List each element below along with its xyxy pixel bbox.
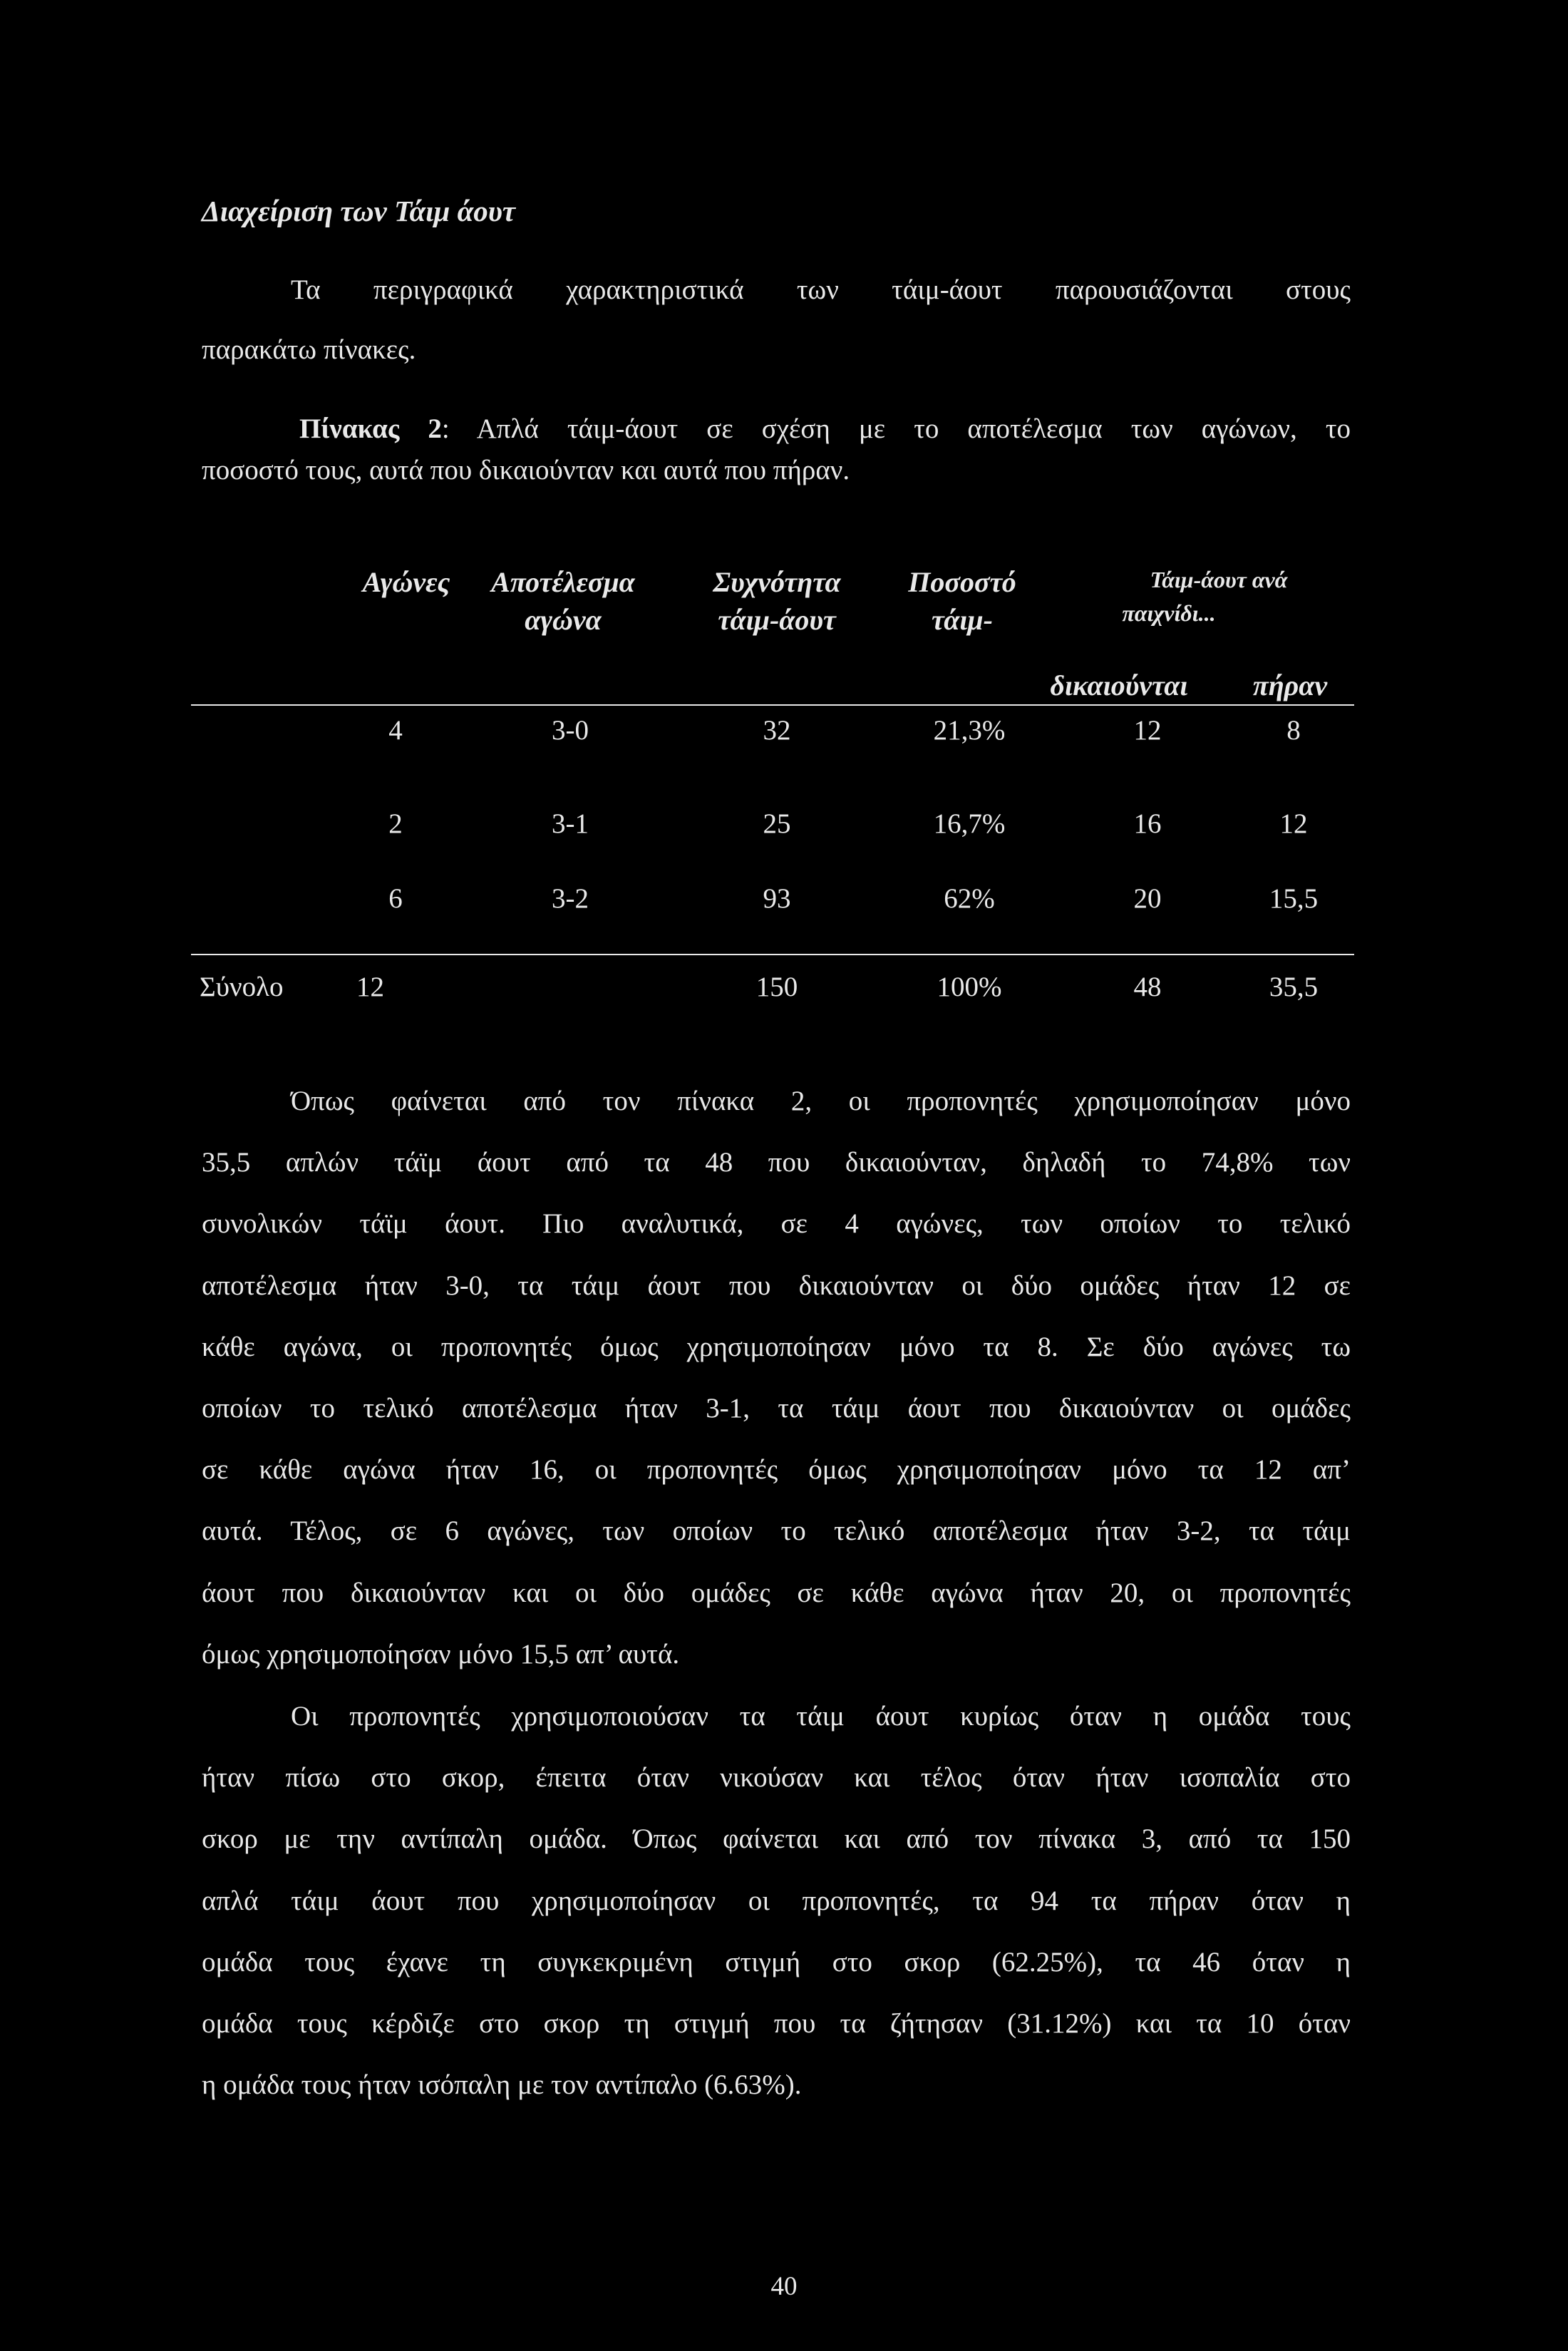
cell-entitled: 20	[1133, 883, 1162, 914]
paragraph-line: η ομάδα τους ήταν ισόπαλη με τον αντίπαλο (6.63%).	[202, 2069, 802, 2100]
cell-entitled: 12	[1133, 715, 1162, 746]
header-percentage-2: τάιμ-	[932, 604, 993, 636]
cell-entitled: 16	[1133, 808, 1162, 839]
cell-result: 3-1	[552, 808, 589, 839]
total-percentage: 100%	[937, 972, 1002, 1002]
cell-taken: 8	[1286, 715, 1301, 746]
paragraph-line: ομάδα τους έχανε τη συγκεκριμένη στιγμή στο σκορ (62.25%), τα 46 όταν η	[202, 1947, 1351, 1977]
cell-frequency: 93	[763, 883, 791, 914]
cell-frequency: 25	[763, 808, 791, 839]
table-caption-line-2: ποσοστό τους, αυτά που δικαιούνταν και αυτά που πήραν.	[202, 455, 850, 485]
cell-result: 3-2	[552, 883, 589, 914]
header-per-game-2: παιχνίδι...	[1122, 600, 1216, 626]
paragraph-line: σε κάθε αγώνα ήταν 16, οι προπονητές όμως χρησιμοποίησαν μόνο τα 12 απ’	[202, 1454, 1351, 1485]
header-frequency-1: Συχνότητα	[713, 566, 841, 598]
header-games: Αγώνες	[362, 566, 450, 598]
total-label: Σύνολο	[200, 972, 284, 1002]
paragraph-line: όμως χρησιμοποίησαν μόνο 15,5 απ’ αυτά.	[202, 1639, 680, 1670]
section-heading: Διαχείριση των Τάιμ άουτ	[202, 195, 516, 227]
table-caption-text: : Απλά τάιμ-άουτ σε σχέση με το αποτέλεσμα των αγώνων, το	[441, 413, 1351, 444]
cell-percentage: 62%	[944, 883, 995, 914]
paragraph-line: ήταν πίσω στο σκορ, έπειτα όταν νικούσαν και τέλος όταν ήταν ισοπαλία στο	[202, 1762, 1351, 1793]
cell-frequency: 32	[763, 715, 791, 746]
paragraph-line: οποίων το τελικό αποτέλεσμα ήταν 3-1, τα τάιμ άουτ που δικαιούνταν οι ομάδες	[202, 1393, 1351, 1424]
cell-percentage: 21,3%	[933, 715, 1006, 746]
paragraph-line: 35,5 απλών τάϊμ άουτ από τα 48 που δικαιούνταν, δηλαδή το 74,8% των	[202, 1147, 1351, 1178]
paragraph-line: άουτ που δικαιούνταν και οι δύο ομάδες σε κάθε αγώνα ήταν 20, οι προπονητές	[202, 1578, 1351, 1608]
total-taken: 35,5	[1269, 972, 1319, 1002]
cell-games: 6	[388, 883, 403, 914]
header-taken: πήραν	[1252, 669, 1328, 701]
cell-percentage: 16,7%	[933, 808, 1006, 839]
body-paragraph-2	[202, 1700, 1351, 2128]
intro-line-1: Τα περιγραφικά χαρακτηριστικά των τάιμ-άουτ παρουσιάζονται στους	[291, 274, 1351, 305]
page-number: 40	[770, 2272, 798, 2301]
cell-result: 3-0	[552, 715, 589, 746]
header-result-1: Αποτέλεσμα	[491, 566, 635, 598]
header-percentage-1: Ποσοστό	[908, 566, 1016, 598]
paragraph-line: συνολικών τάϊμ άουτ. Πιο αναλυτικά, σε 4 αγώνες, των οποίων το τελικό	[202, 1208, 1351, 1239]
header-entitled: δικαιούνται	[1050, 669, 1188, 701]
total-games: 12	[356, 972, 384, 1002]
header-per-game-1: Τάιμ-άουτ ανά	[1150, 567, 1288, 592]
paragraph-line: απλά τάιμ άουτ που χρησιμοποίησαν οι προπονητές, τα 94 τα πήραν όταν η	[202, 1886, 1351, 1916]
total-entitled: 48	[1133, 972, 1162, 1002]
header-result-2: αγώνα	[525, 604, 602, 636]
header-frequency-2: τάιμ-άουτ	[718, 604, 836, 636]
table-header-rule	[191, 704, 1354, 706]
paragraph-line: ομάδα τους κέρδιζε στο σκορ τη στιγμή που τα ζήτησαν (31.12%) και τα 10 όταν	[202, 2008, 1351, 2039]
paragraph-line: αποτέλεσμα ήταν 3-0, τα τάιμ άουτ που δικαιούνταν οι δύο ομάδες ήταν 12 σε	[202, 1270, 1351, 1301]
table-caption-label: Πίνακας 2	[299, 413, 442, 444]
paragraph-line: Όπως φαίνεται από τον πίνακα 2, οι προπονητές χρησιμοποίησαν μόνο	[291, 1086, 1351, 1116]
paragraph-line: αυτά. Τέλος, σε 6 αγώνες, των οποίων το τελικό αποτέλεσμα ήταν 3-2, τα τάιμ	[202, 1516, 1351, 1546]
table-caption-line-1	[299, 413, 1351, 445]
total-frequency: 150	[755, 972, 798, 1002]
paragraph-line: κάθε αγώνα, οι προπονητές όμως χρησιμοποίησαν μόνο τα 8. Σε δύο αγώνες τω	[202, 1332, 1351, 1362]
intro-line-2: παρακάτω πίνακες.	[202, 334, 416, 365]
cell-games: 4	[388, 715, 403, 746]
cell-taken: 12	[1279, 808, 1308, 839]
body-paragraph-1	[202, 1085, 1351, 1670]
paragraph-line: Οι προπονητές χρησιμοποιούσαν τα τάιμ άουτ κυρίως όταν η ομάδα τους	[291, 1701, 1351, 1732]
table-total-rule	[191, 954, 1354, 955]
cell-taken: 15,5	[1269, 883, 1319, 914]
paragraph-line: σκορ με την αντίπαλη ομάδα. Όπως φαίνεται και από τον πίνακα 3, από τα 150	[202, 1823, 1351, 1854]
cell-games: 2	[388, 808, 403, 839]
